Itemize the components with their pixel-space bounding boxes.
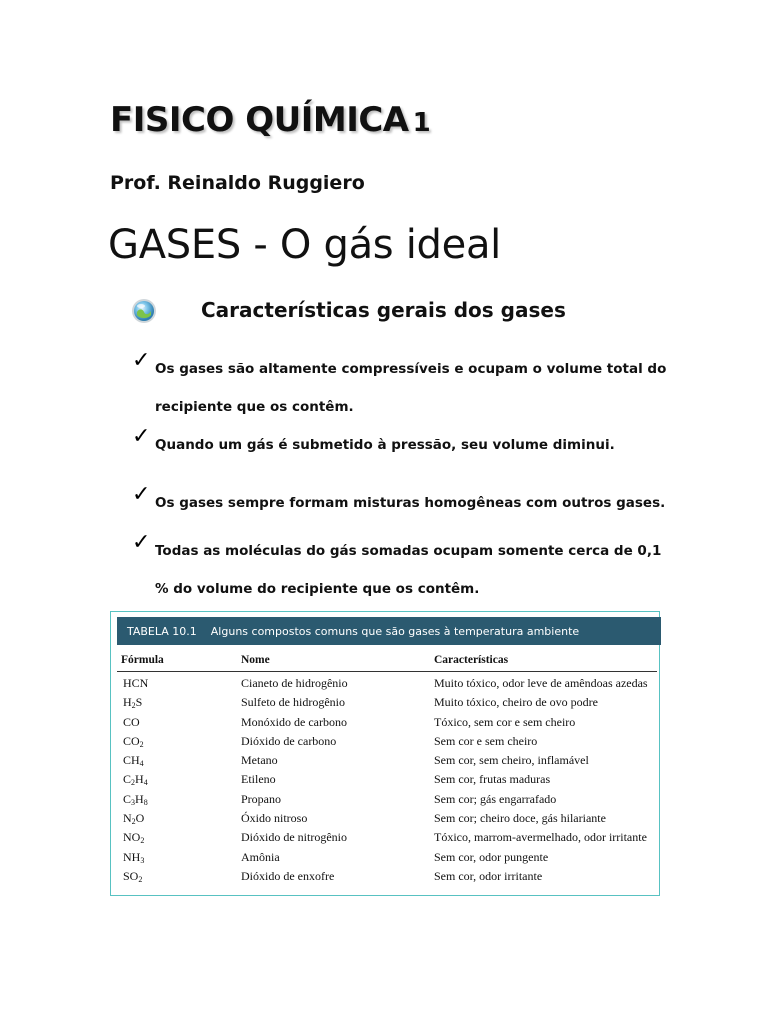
check-icon: ✓ bbox=[132, 530, 151, 555]
column-header-formula: Fórmula bbox=[121, 654, 164, 666]
table-row bbox=[111, 770, 659, 789]
cell-characteristics: Sem cor, frutas maduras bbox=[434, 772, 551, 787]
cell-name: Amônia bbox=[241, 849, 280, 864]
table-body bbox=[111, 674, 659, 886]
cell-characteristics: Sem cor, sem cheiro, inflamável bbox=[434, 753, 589, 768]
globe-icon bbox=[131, 298, 157, 324]
cell-formula: CO bbox=[123, 714, 140, 729]
table-row bbox=[111, 693, 659, 712]
section-title: GASES - O gás ideal bbox=[108, 222, 501, 268]
table-row bbox=[111, 674, 659, 693]
cell-formula: $N_2O$ bbox=[123, 811, 145, 827]
cell-characteristics: Sem cor e sem cheiro bbox=[434, 733, 538, 748]
table-row bbox=[111, 732, 659, 751]
cell-name: Monóxido de carbono bbox=[241, 714, 347, 729]
table-row bbox=[111, 790, 659, 809]
cell-formula: $C_2H_4$ bbox=[123, 772, 148, 788]
column-header-name: Nome bbox=[241, 654, 270, 666]
cell-formula: $CH_4$ bbox=[123, 753, 144, 769]
author-line: Prof. Reinaldo Ruggiero bbox=[110, 172, 365, 194]
cell-name: Óxido nitroso bbox=[241, 811, 308, 826]
cell-characteristics: Sem cor, odor pungente bbox=[434, 849, 549, 864]
cell-formula: $H_2S$ bbox=[123, 695, 143, 711]
bullet-item bbox=[132, 350, 672, 426]
cell-formula: $NO_2$ bbox=[123, 830, 145, 846]
document-title-number: 1 bbox=[412, 108, 431, 138]
check-icon: ✓ bbox=[132, 424, 151, 449]
cell-characteristics: Tóxico, marrom-avermelhado, odor irritante bbox=[434, 830, 647, 845]
table-row bbox=[111, 828, 659, 847]
bullet-text: Os gases sempre formam misturas homogêneas com outros gases. bbox=[155, 495, 666, 511]
cell-characteristics: Sem cor; cheiro doce, gás hilariante bbox=[434, 811, 606, 826]
cell-name: Propano bbox=[241, 791, 281, 806]
cell-name: Cianeto de hidrogênio bbox=[241, 676, 348, 690]
table-title: Alguns compostos comuns que são gases à temperatura ambiente bbox=[210, 624, 580, 638]
check-icon: ✓ bbox=[132, 348, 151, 373]
cell-characteristics: Muito tóxico, cheiro de ovo podre bbox=[434, 695, 598, 710]
cell-name: Dióxido de enxofre bbox=[241, 868, 335, 883]
table-row bbox=[111, 751, 659, 770]
bullet-item bbox=[132, 532, 672, 608]
bullet-item bbox=[132, 426, 672, 464]
cell-name: Dióxido de carbono bbox=[241, 733, 337, 748]
table-code: TABELA 10.1 bbox=[127, 624, 197, 638]
table-row bbox=[111, 713, 659, 732]
subheading: Características gerais dos gases bbox=[201, 298, 566, 322]
table-row bbox=[111, 848, 659, 867]
bullet-text: Os gases são altamente compressíveis e ocupam o volume total do recipiente que os contêm. bbox=[155, 361, 667, 415]
cell-name: Dióxido de nitrogênio bbox=[241, 830, 347, 845]
table-row bbox=[111, 809, 659, 828]
check-icon: ✓ bbox=[132, 482, 151, 507]
bullet-item bbox=[132, 484, 672, 522]
table-header-bar bbox=[117, 617, 661, 645]
document-title-text: FISICO QUÍMICA bbox=[110, 100, 409, 140]
cell-formula: $SO_2$ bbox=[123, 868, 143, 884]
bullet-text: Quando um gás é submetido à pressão, seu volume diminui. bbox=[155, 437, 615, 453]
cell-formula: $CO_2$ bbox=[123, 733, 144, 749]
cell-formula: HCN bbox=[123, 676, 149, 690]
cell-characteristics: Sem cor; gás engarrafado bbox=[434, 791, 557, 806]
cell-formula: $C_3H_8$ bbox=[123, 791, 148, 807]
table-rule bbox=[117, 671, 657, 672]
table-row bbox=[111, 867, 659, 886]
gases-table-figure bbox=[110, 611, 660, 896]
cell-characteristics: Muito tóxico, odor leve de amêndoas azedas bbox=[434, 676, 648, 690]
cell-name: Sulfeto de hidrogênio bbox=[241, 695, 345, 710]
cell-name: Etileno bbox=[241, 772, 276, 787]
document-title bbox=[110, 100, 430, 140]
cell-formula: $NH_3$ bbox=[123, 849, 145, 865]
column-header-characteristics: Características bbox=[434, 654, 509, 666]
cell-characteristics: Sem cor, odor irritante bbox=[434, 868, 543, 883]
cell-name: Metano bbox=[241, 753, 278, 768]
cell-characteristics: Tóxico, sem cor e sem cheiro bbox=[434, 714, 576, 729]
bullet-text: Todas as moléculas do gás somadas ocupam somente cerca de 0,1 % do volume do recipiente que os contêm. bbox=[155, 543, 662, 597]
